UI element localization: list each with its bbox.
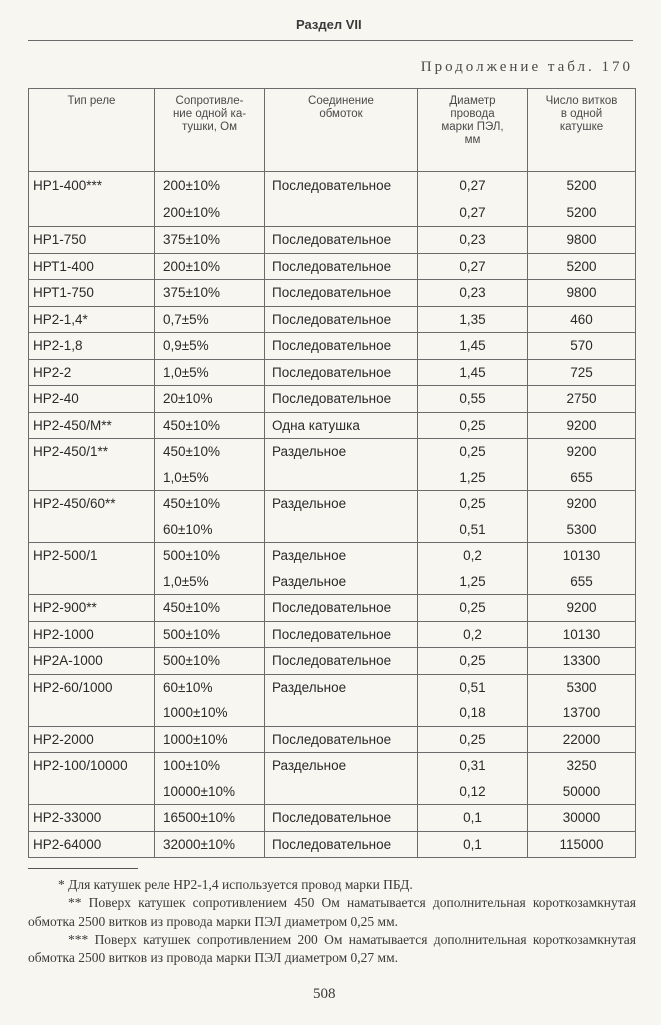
cell-line: 0,1 [463,836,482,852]
cell-line: 500±10% [163,626,220,642]
cell-line: НР2-1000 [33,626,94,642]
relay-type-cell [29,831,155,858]
resistance-cell [155,621,265,648]
diameter-cell [418,805,528,832]
cell-line: НР1-400*** [33,178,103,193]
cell-line: 32000±10% [163,836,235,852]
cell-line: НР2-1,4* [33,311,88,327]
cell-line: Раздельное [272,548,347,563]
diameter-cell [418,621,528,648]
cell-line: 500±10% [163,548,220,563]
resistance-cell [155,648,265,675]
header-line: мм [464,134,481,146]
cell-line: Последовательное [272,600,392,615]
cell-line: Последовательное [272,178,392,193]
cell-line: 0,51 [459,521,486,537]
cell-line: Последовательное [272,338,392,353]
cell-line: 200±10% [163,178,220,193]
cell-line: 1,0±5% [163,364,209,380]
cell-line: 570 [570,338,593,353]
diameter-cell [418,543,528,595]
header-line: провода [450,108,495,120]
cell-line: 200±10% [163,258,220,274]
cell-line: НР2-100/10000 [33,758,128,773]
table-row [29,412,636,439]
connection-cell [265,412,418,439]
diameter-cell [418,253,528,280]
turns-cell [528,172,636,227]
cell-line: 60±10% [163,679,213,695]
footnote-3: *** Поверх катушек сопротивлением 200 Ом наматывается дополнительная короткозамкнутая обмотка 2500 витков из провода марки ПЭЛ диаметром 0,27 мм. [28,931,636,966]
cell-line: НР2-450/60** [33,496,116,511]
connection-cell [265,227,418,254]
connection-cell [265,306,418,333]
table-row [29,280,636,307]
header-turns [528,89,636,172]
cell-line: 1,45 [459,364,486,380]
relay-type-cell [29,648,155,675]
header-wire-diameter [418,89,528,172]
turns-cell [528,491,636,543]
cell-line: 450±10% [163,600,220,615]
header-resistance [155,89,265,172]
cell-line: НР2-1,8 [33,338,83,353]
turns-cell [528,674,636,726]
cell-line: 13700 [562,705,601,720]
page-number: 508 [313,986,336,1002]
table-row [29,831,636,858]
table-row [29,805,636,832]
cell-line: 9200 [566,600,597,615]
cell-line: НРТ1-750 [33,285,94,300]
diameter-cell [418,439,528,491]
connection-cell [265,491,418,543]
relay-coil-table [28,88,636,858]
cell-line: 10130 [562,548,601,563]
connection-cell [265,753,418,805]
cell-line: НР2-2000 [33,731,94,747]
turns-cell [528,227,636,254]
relay-type-cell [29,753,155,805]
resistance-cell [155,439,265,491]
table-row [29,172,636,227]
cell-line: Раздельное [272,758,347,773]
relay-type-cell [29,805,155,832]
header-line: Соединение [308,95,374,107]
diameter-cell [418,227,528,254]
cell-line: Последовательное [272,731,392,747]
header-line: тушки, Ом [181,121,238,133]
cell-line: НР2-60/1000 [33,679,113,695]
cell-line: 22000 [562,731,601,747]
table-row [29,543,636,595]
cell-line: Раздельное [272,496,347,511]
connection-cell [265,621,418,648]
cell-line: Последовательное [272,258,392,274]
resistance-cell [155,359,265,386]
cell-line: 1,25 [459,469,486,485]
turns-cell [528,253,636,280]
relay-type-cell [29,280,155,307]
cell-line: 655 [570,469,593,485]
table-row [29,333,636,360]
relay-type-cell [29,674,155,726]
cell-line: НР2-64000 [33,836,102,852]
diameter-cell [418,831,528,858]
turns-cell [528,621,636,648]
resistance-cell [155,172,265,227]
header-connection [265,89,418,172]
table-row [29,726,636,753]
table-row [29,491,636,543]
running-header [28,10,633,41]
cell-line: 115000 [559,836,604,852]
cell-line: 0,18 [459,705,486,720]
turns-cell [528,805,636,832]
connection-cell [265,386,418,413]
header-line: Диаметр [449,95,496,107]
cell-line: НР2-500/1 [33,548,98,563]
turns-cell [528,831,636,858]
diameter-cell [418,386,528,413]
cell-line: 450±10% [163,496,220,511]
cell-line: НР2А-1000 [33,653,103,668]
table-row [29,648,636,675]
cell-line: Раздельное [272,444,347,459]
cell-line: 0,31 [459,758,486,773]
cell-line: 1000±10% [163,705,228,720]
cell-line: НР2-450/М** [33,417,112,433]
cell-line: 1,0±5% [163,469,209,485]
footnote-1: * Для катушек реле НР2-1,4 используется провод марки ПБД. [58,877,413,892]
table-header-row [29,89,636,172]
connection-cell [265,674,418,726]
cell-line: 450±10% [163,444,220,459]
connection-cell [265,172,418,227]
resistance-cell [155,412,265,439]
connection-cell [265,805,418,832]
relay-type-cell [29,621,155,648]
turns-cell [528,439,636,491]
table-row [29,253,636,280]
cell-line: НР2-450/1** [33,444,109,459]
cell-line: 450±10% [163,417,220,433]
cell-line: 1,0±5% [163,573,209,589]
cell-line: 30000 [562,810,601,825]
header-line: Сопротивле- [175,95,244,107]
cell-line: Одна катушка [272,417,360,433]
cell-line: Раздельное [272,679,347,695]
cell-line: 0,1 [463,810,482,825]
cell-line: 0,25 [459,600,486,615]
header-line: катушке [559,121,604,133]
cell-line: 0,25 [459,496,486,511]
turns-cell [528,333,636,360]
turns-cell [528,412,636,439]
diameter-cell [418,674,528,726]
cell-line: Последовательное [272,364,392,380]
turns-cell [528,595,636,622]
cell-line: Последовательное [272,626,392,642]
header-line: обмоток [319,108,363,120]
cell-line: 13300 [562,653,601,668]
relay-type-cell [29,227,155,254]
cell-line: 100±10% [163,758,220,773]
resistance-cell [155,386,265,413]
cell-line: 9800 [566,285,597,300]
table-row [29,674,636,726]
connection-cell [265,595,418,622]
relay-type-cell [29,386,155,413]
cell-line: 20±10% [163,391,213,406]
connection-cell [265,280,418,307]
cell-line: Последовательное [272,391,392,406]
relay-type-cell [29,172,155,227]
cell-line: 0,25 [459,444,486,459]
header-line: Тип реле [67,95,116,107]
cell-line: 0,2 [463,626,482,642]
relay-type-cell [29,359,155,386]
diameter-cell [418,172,528,227]
cell-line: 1,45 [459,338,486,353]
diameter-cell [418,648,528,675]
cell-line: Раздельное [272,573,347,589]
table-row [29,621,636,648]
turns-cell [528,753,636,805]
cell-line: 375±10% [163,232,220,247]
cell-line: Последовательное [272,653,392,668]
cell-line: НР2-33000 [33,810,102,825]
resistance-cell [155,543,265,595]
resistance-cell [155,805,265,832]
header-line: Число витков [545,95,618,107]
connection-cell [265,333,418,360]
cell-line: 1,35 [459,311,486,327]
header-line: ние одной ка- [172,108,247,120]
cell-line: Последовательное [272,311,392,327]
resistance-cell [155,491,265,543]
relay-type-cell [29,253,155,280]
table-row [29,595,636,622]
relay-type-cell [29,491,155,543]
turns-cell [528,386,636,413]
diameter-cell [418,359,528,386]
relay-type-cell [29,333,155,360]
cell-line: 9200 [566,444,597,459]
relay-type-cell [29,726,155,753]
resistance-cell [155,227,265,254]
turns-cell [528,306,636,333]
connection-cell [265,359,418,386]
connection-cell [265,831,418,858]
cell-line: НР2-900** [33,600,97,615]
cell-line: 10130 [562,626,601,642]
cell-line: 500±10% [163,653,220,668]
table-row [29,386,636,413]
cell-line: 16500±10% [163,810,235,825]
relay-type-cell [29,412,155,439]
cell-line: НР2-40 [33,391,79,406]
cell-line: 50000 [562,783,601,799]
diameter-cell [418,753,528,805]
cell-line: НРТ1-400 [33,258,94,274]
cell-line: 9200 [566,496,597,511]
diameter-cell [418,280,528,307]
cell-line: 0,25 [459,653,486,668]
diameter-cell [418,306,528,333]
connection-cell [265,253,418,280]
turns-cell [528,280,636,307]
cell-line: 0,27 [459,178,486,193]
cell-line: 375±10% [163,285,220,300]
table-row [29,306,636,333]
resistance-cell [155,306,265,333]
cell-line: 0,9±5% [163,338,209,353]
turns-cell [528,648,636,675]
cell-line: 0,27 [459,258,486,274]
cell-line: 10000±10% [163,783,235,799]
cell-line: 0,7±5% [163,311,209,327]
connection-cell [265,726,418,753]
cell-line: 200±10% [163,205,220,220]
turns-cell [528,543,636,595]
footnote-2: ** Поверх катушек сопротивлением 450 Ом наматывается дополнительная короткозамкнутая обмотка 2500 витков из провода марки ПЭЛ диаметром 0,25 мм. [28,895,636,929]
connection-cell [265,543,418,595]
cell-line: 5200 [566,205,597,220]
footnote-rule [28,868,138,869]
header-line: марки ПЭЛ, [441,121,504,133]
resistance-cell [155,595,265,622]
cell-line: 9800 [566,232,597,247]
cell-line: 0,27 [459,205,486,220]
cell-line: 1,25 [459,573,486,589]
relay-type-cell [29,306,155,333]
cell-line: 655 [570,573,593,589]
turns-cell [528,726,636,753]
resistance-cell [155,280,265,307]
cell-line: 0,55 [459,391,486,406]
relay-type-cell [29,439,155,491]
table-row [29,227,636,254]
header-relay-type [29,89,155,172]
cell-line: 5200 [566,258,597,274]
diameter-cell [418,412,528,439]
cell-line: 0,25 [459,731,486,747]
cell-line: НР2-2 [33,364,72,380]
cell-line: 0,23 [459,232,486,247]
relay-type-cell [29,543,155,595]
cell-line: Последовательное [272,836,392,852]
cell-line: 0,51 [459,679,486,695]
table-caption: Продолжение табл. 170 [420,59,633,75]
cell-line: Последовательное [272,232,392,247]
cell-line: 60±10% [163,521,213,537]
cell-line: 0,2 [463,548,482,563]
cell-line: Последовательное [272,810,392,825]
diameter-cell [418,491,528,543]
resistance-cell [155,753,265,805]
footnotes [28,876,636,967]
turns-cell [528,359,636,386]
table-row [29,359,636,386]
cell-line: 460 [570,311,593,327]
resistance-cell [155,726,265,753]
cell-line: НР1-750 [33,232,87,247]
diameter-cell [418,726,528,753]
cell-line: 1000±10% [163,731,228,747]
table-row [29,753,636,805]
resistance-cell [155,674,265,726]
diameter-cell [418,595,528,622]
relay-type-cell [29,595,155,622]
cell-line: 5300 [566,521,597,537]
resistance-cell [155,253,265,280]
diameter-cell [418,333,528,360]
cell-line: 5200 [566,178,597,193]
cell-line: Последовательное [272,285,392,300]
header-line: в одной [560,108,603,120]
cell-line: 2750 [566,391,597,406]
cell-line: 3250 [566,758,597,773]
cell-line: 5300 [566,679,597,695]
cell-line: 0,25 [459,417,486,433]
table-row [29,439,636,491]
connection-cell [265,439,418,491]
connection-cell [265,648,418,675]
cell-line: 0,12 [459,783,486,799]
resistance-cell [155,831,265,858]
resistance-cell [155,333,265,360]
section-title: Раздел VII [296,17,362,32]
cell-line: 9200 [566,417,597,433]
cell-line: 725 [570,364,593,380]
cell-line: 0,23 [459,285,486,300]
